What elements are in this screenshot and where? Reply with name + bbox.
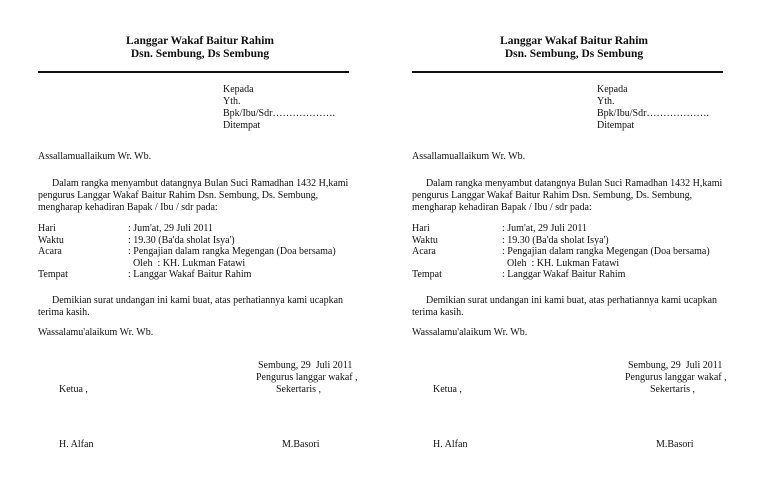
letter-subtitle: Dsn. Sembung, Ds Sembung — [504, 48, 644, 60]
detail-value: : Jum'at, 29 Juli 2011 — [128, 223, 214, 234]
recipient-line: Bpk/Ibu/Sdr………………. — [597, 108, 709, 119]
recipient-line: Ditempat — [223, 120, 261, 131]
recipient-line: Ditempat — [597, 120, 635, 131]
intro-line: Dalam rangka menyambut datangnya Bulan Suci Ramadhan 1432 H,kami — [52, 178, 349, 189]
committee-label: Pengurus langgar wakaf , — [256, 372, 358, 383]
left-signatory: H. Alfan — [433, 439, 468, 450]
detail-value: : 19.30 (Ba'da sholat Isya') — [128, 235, 235, 246]
detail-value: Oleh : KH. Lukman Fatawi — [502, 258, 620, 269]
farewell: Wassalamu'alaikum Wr. Wb. — [38, 327, 154, 338]
left-role: Ketua , — [59, 384, 88, 395]
intro-line: mengharap kehadiran Bapak / Ibu / sdr pada: — [412, 202, 592, 213]
letter-subtitle: Dsn. Sembung, Ds Sembung — [130, 48, 270, 60]
detail-label: Acara — [412, 246, 436, 257]
committee-label: Pengurus langgar wakaf , — [625, 372, 727, 383]
recipient-line: Kepada — [597, 84, 628, 95]
left-role: Ketua , — [433, 384, 462, 395]
right-signatory: M.Basori — [656, 439, 694, 450]
farewell: Wassalamu'alaikum Wr. Wb. — [412, 327, 528, 338]
closing-line: Demikian surat undangan ini kami buat, atas perhatiannya kami ucapkan — [52, 295, 344, 306]
detail-value: : Pengajian dalam rangka Megengan (Doa bersama) — [502, 246, 710, 257]
closing-line: terima kasih. — [412, 307, 464, 318]
detail-label: Hari — [412, 223, 430, 234]
place-date: Sembung, 29 Juli 2011 — [628, 360, 723, 371]
detail-label: Acara — [38, 246, 62, 257]
left-signatory: H. Alfan — [59, 439, 94, 450]
greeting: Assallamuallaikum Wr. Wb. — [38, 151, 152, 162]
intro-line: pengurus Langgar Wakaf Baitur Rahim Dsn. Sembung, Ds. Sembung, — [38, 190, 319, 201]
detail-value: : Langgar Wakaf Baitur Rahim — [128, 269, 252, 280]
greeting: Assallamuallaikum Wr. Wb. — [412, 151, 526, 162]
right-role: Sekertaris , — [650, 384, 695, 395]
detail-value: : Jum'at, 29 Juli 2011 — [502, 223, 588, 234]
detail-value: Oleh : KH. Lukman Fatawi — [128, 258, 246, 269]
closing-line: Demikian surat undangan ini kami buat, atas perhatiannya kami ucapkan — [426, 295, 718, 306]
letter-title: Langgar Wakaf Baitur Rahim — [500, 35, 648, 47]
place-date: Sembung, 29 Juli 2011 — [258, 360, 353, 371]
detail-label: Tempat — [412, 269, 442, 280]
right-role: Sekertaris , — [276, 384, 321, 395]
detail-label: Waktu — [38, 235, 64, 246]
recipient-line: Yth. — [223, 96, 241, 107]
header-divider — [38, 71, 349, 73]
detail-value: : Pengajian dalam rangka Megengan (Doa bersama) — [128, 246, 336, 257]
closing-line: terima kasih. — [38, 307, 90, 318]
recipient-line: Kepada — [223, 84, 254, 95]
detail-label: Tempat — [38, 269, 68, 280]
letter-title: Langgar Wakaf Baitur Rahim — [126, 35, 274, 47]
intro-line: Dalam rangka menyambut datangnya Bulan Suci Ramadhan 1432 H,kami — [426, 178, 723, 189]
detail-label: Hari — [38, 223, 56, 234]
intro-line: pengurus Langgar Wakaf Baitur Rahim Dsn. Sembung, Ds. Sembung, — [412, 190, 693, 201]
detail-value: : 19.30 (Ba'da sholat Isya') — [502, 235, 609, 246]
recipient-line: Bpk/Ibu/Sdr………………. — [223, 108, 335, 119]
recipient-line: Yth. — [597, 96, 615, 107]
invitation-letter-right — [374, 0, 758, 503]
right-signatory: M.Basori — [282, 439, 320, 450]
detail-label: Waktu — [412, 235, 438, 246]
intro-line: mengharap kehadiran Bapak / Ibu / sdr pada: — [38, 202, 218, 213]
header-divider — [412, 71, 723, 73]
detail-value: : Langgar Wakaf Baitur Rahim — [502, 269, 626, 280]
